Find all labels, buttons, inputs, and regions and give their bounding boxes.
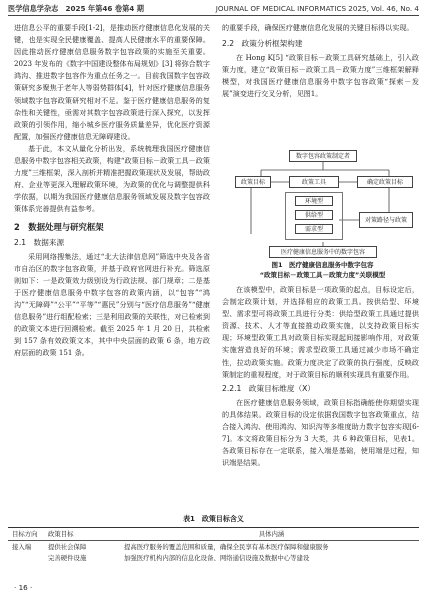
journal-title-cn: 医学信息学杂志 2025 年第46 卷第4 期	[8, 4, 144, 13]
table-header-row	[8, 528, 419, 540]
table-header-cell: 政策目标	[48, 530, 74, 539]
diagram-node-top: 数字包容政策制定者	[289, 150, 357, 162]
subsection-title: 2.2 政策分析框架构建	[222, 39, 303, 49]
figure-caption: 图1 医疗健康信息服务中数字包容	[271, 261, 374, 269]
subsection-title: 2.1 数据来源	[14, 237, 65, 247]
diagram-node-supply: 供给型	[295, 210, 333, 220]
paragraph: 在 Hong K[5] “政策目标－政策工具研究基础上，引入政策力度，建立“政策目标－政策工具－政策力度”三维框架解释模型，对我国医疗健康信息服务中数字包容政策“探索－发展”演变进行交叉分析，见图1。	[222, 53, 419, 99]
table-header-cell: 具体内涵	[258, 530, 285, 539]
paragraph: 基于此，本文从量化分析出发，系统梳理我国医疗健康信息服务中数字包容相关政策，构建“政策目标－政策工具－政策力度”三维框架，深入剖析并精准把握政策现状及发展，帮助政府、企业等更深入理解政策环境，为政策的优化与调整提供科学依据，以期为我国医疗健康信息服务领域发展及数字包容政策体系完善提供有益参考。	[14, 143, 210, 214]
table-header-cell: 目标方向	[12, 530, 38, 539]
right-column-top	[222, 22, 419, 100]
table-row	[8, 541, 419, 553]
diagram-node-demand: 需求型	[295, 224, 333, 234]
table-cell: 提高医疗服务的覆盖范围和质量，确保全民享有基本医疗保障和健康服务	[124, 542, 329, 551]
table-cell: 加强医疗机构内部的信息化设备、网络通信设施及数据中心等建设	[124, 554, 310, 563]
table-title: 表1 政策目标含义	[183, 515, 244, 523]
diagram-node-define-goal: 确定政策目标	[357, 176, 413, 188]
page-header	[0, 0, 427, 18]
paragraph: 的重要手段，确保医疗健康信息化发展的关键目标得以实现。	[222, 23, 414, 32]
table-cell: 提供社会保障	[48, 542, 87, 551]
table-cell: 接入端	[12, 542, 32, 551]
header-rule	[8, 15, 419, 16]
table-row	[8, 552, 419, 564]
paragraph: 在医疗健康信息服务领域，政策目标指确能使你期望实现的具体结果。政策目标的设定依据我国数字包容政策重点，结合接入鸿沟、使用鸿沟、知识沟等多维度助力数字包容实现[6-7]。本文将政策目标分为 3 大类，共 6 种政策目标，见表1。各政策目标存在一定联系，接入端是基础，使用端是过程，知识端是结果。	[222, 397, 419, 468]
table-cell: 完善硬件设施	[48, 554, 87, 563]
diagram-node-env: 环境型	[295, 196, 333, 206]
subsubsection-title: 2.2.1 政策目标维度（X）	[222, 383, 315, 393]
page-number: · 16 ·	[14, 583, 33, 592]
diagram-node-goal: 政策目标	[235, 176, 271, 188]
figure-diagram	[229, 150, 418, 258]
paragraph: 进信息公平的重要手段[1-2]，是推动医疗健康信息化发展的关键，也是实现全民健康覆盖、提高人民健康水平的重要保障。因此推动医疗健康信息服务数字包容政策的实施至关重要。2023 年发布的《数字中国建设整体布局规划》[3] 将弥合数字鸿沟、推进数字包容作为重点任务之一。目前我国数字包容政策研究多聚焦于老年人等弱势群体[4]，针对医疗健康信息服务领域数字包容政策研究相对不足。鉴于医疗健康信息服务的复杂性和关键性，亟需对其数字包容政策进行深入探究，以发挥政策的引领作用，缩小城乡医疗服务质量差异，优化医疗资源配置，加强医疗健康信息无障碍建设。	[14, 23, 210, 141]
paragraph: 采用网络搜集法，通过“北大法律信息网”筛选中央及各省市自治区的数字包容政策，并基于政府官网进行补充。筛选原则如下：一是政策效力级别设为行政法规、部门规章；二是基于医疗健康信息服务中数字包容的政策内涵，以“包容”“鸿沟”“无障碍”“公平”“平等”“惠民”分别与“医疗信息服务”“健康信息服务”进行组配检索；三是利用政策的关联性，对已检索到的政策文本进行回溯检索。截至 2025 年 1 月 20 日，共检索到 157 条有效政策文本，其中中央层面的政策 6 条，地方政府层面的政策 151 条。	[14, 251, 210, 358]
paragraph: 在该模型中，政策目标是一项政策的起点，目标设定后，会制定政策计划，并选择相应的政策工具。按供给型、环境型、需求型可将政策工具进行分类：供给型政策工具通过提供资源、技术、人才等直接推动政策实施，以支持政策目标实现；环境型政策工具对政策目标实现起间接影响作用，对政策实施营造良好的环境；需求型政策工具通过减少市场不确定性，拉动政策实施。政策力度决定了政策的执行强度，反映政策制定的重视程度，对于政策目标的顺利实现具有重要作用。	[222, 285, 419, 379]
section-title: 2 数据处理与研究框架	[14, 221, 104, 232]
figure-caption-line2: “政策目标－政策工具－政策力度”关联模型	[259, 271, 386, 279]
right-column-bottom	[222, 284, 419, 469]
diagram-node-path: 对策路径与政策	[359, 212, 413, 228]
left-column	[14, 22, 210, 359]
policy-goal-table	[8, 527, 419, 564]
diagram-node-tool: 政策工具	[289, 176, 339, 188]
diagram-node-bottom: 医疗健康信息服务中的数字包容	[269, 246, 377, 258]
journal-title-en: JOURNAL OF MEDICAL INFORMATICS 2025, Vol. 46, No. 4	[215, 4, 419, 13]
